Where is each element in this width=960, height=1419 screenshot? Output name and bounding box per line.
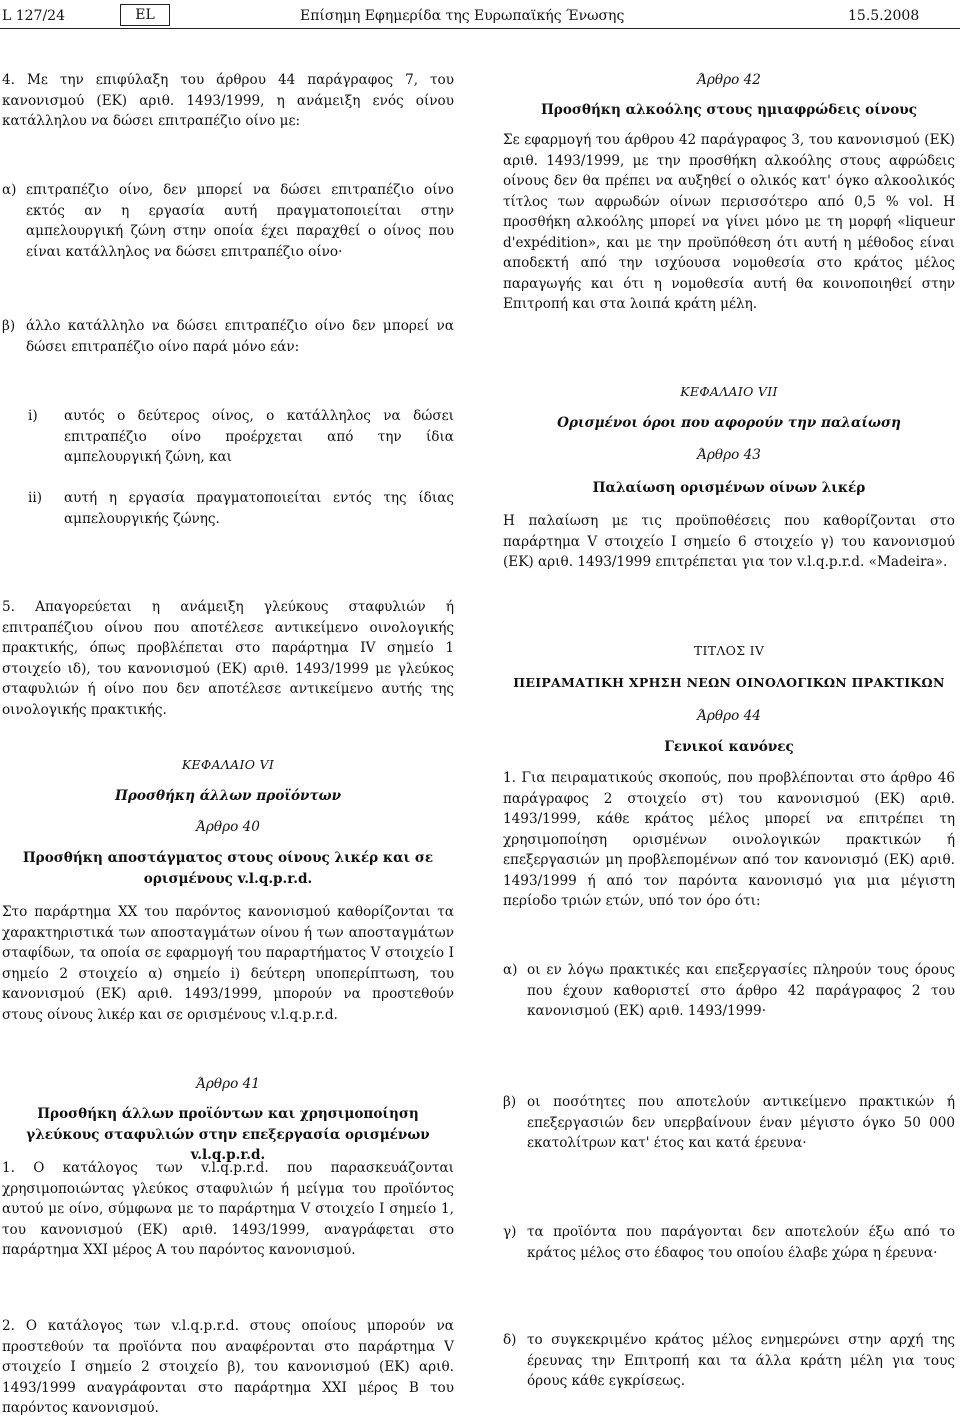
condition-b-text: οι ποσότητες που αποτελούν αντικείμενο πρακτικών ή επεξεργασιών δεν υπερβαίνουν έναν μέγιστο όγκο 50 000 εκατολίτρων κατ' έτος και κατά έρευνα· bbox=[527, 1094, 955, 1151]
point-a-text: επιτραπέζιο οίνο, δεν μπορεί να δώσει επιτραπέζιο οίνο εκτός αν η εργασία αυτή πραγματοποιείται στην αμπελουργική ζώνη στην οποία έχει παραχθεί ο οίνος που είναι κατάλληλος να δώσει επιτραπέζιο οίνο· bbox=[26, 182, 454, 260]
point-b bbox=[2, 316, 454, 357]
header-rule bbox=[0, 28, 960, 29]
subpoint-ii-text: αυτή η εργασία πραγματοποιείται εντός της ίδιας αμπελουργικής ζώνης. bbox=[64, 490, 454, 527]
chapter-7-title: Ορισμένοι όροι που αφορούν την παλαίωση bbox=[557, 415, 901, 431]
condition-g bbox=[503, 1222, 955, 1263]
title-4-label: ΤΙΤΛΟΣ IV bbox=[693, 643, 765, 658]
paragraph-5: 5. Απαγορεύεται η ανάμειξη γλεύκους σταφυλιών ή επιτραπέζιου οίνου που αποτέλεσε αντικείμενο οινολογικής πρακτικής, όπως προβλέπεται στο παράρτημα IV σημείο 1 στοιχείο ιδ), του κανονισμού (ΕΚ) αριθ. 1493/1999 με γλεύκος σταφυλιών ή οίνο που δεν αποτέλεσε αντικείμενο αυτής της οινολογικής πρακτικής. bbox=[2, 599, 454, 718]
condition-b-label: β) bbox=[503, 1094, 517, 1110]
condition-d-label: δ) bbox=[503, 1332, 517, 1348]
point-a bbox=[2, 180, 454, 262]
chapter-6-title: Προσθήκη άλλων προϊόντων bbox=[114, 788, 342, 804]
subpoint-i bbox=[28, 406, 454, 468]
article-41-title: Προσθήκη άλλων προϊόντων και χρησιμοποίηση γλεύκους σταφυλιών στην επεξεργασία ορισμένων v.l.q.p.r.d. bbox=[26, 1106, 430, 1163]
point-b-label: β) bbox=[2, 318, 16, 334]
article-41-para-1: 1. Ο κατάλογος των v.l.q.p.r.d. που παρασκευάζονται χρησιμοποιώντας γλεύκος σταφυλιών ή μείγμα του προϊόντος αυτού με οίνο, σύμφωνα με το παράρτημα V στοιχείο I σημείο 1, του κανονισμού (ΕΚ) αριθ. 1493/1999, αναγράφεται στο παράρτημα XXI μέρος Α του παρόντος κανονισμού. bbox=[2, 1160, 454, 1258]
article-43-title: Παλαίωση ορισμένων οίνων λικέρ bbox=[592, 480, 866, 496]
condition-g-text: τα προϊόντα που παράγονται δεν αποτελούν έξω από το κράτος μέλος στο έδαφος του οποίου έλαβε χώρα η έρευνα· bbox=[527, 1224, 955, 1261]
subpoint-i-label: i) bbox=[28, 408, 38, 424]
language-badge: EL bbox=[120, 4, 170, 26]
article-40-title: Προσθήκη αποστάγματος στους οίνους λικέρ και σε ορισμένους v.l.q.p.r.d. bbox=[22, 850, 434, 887]
journal-title: Επίσημη Εφημερίδα της Ευρωπαϊκής Ένωσης bbox=[300, 8, 625, 24]
article-44-label: Άρθρο 44 bbox=[697, 708, 761, 724]
condition-b bbox=[503, 1092, 955, 1154]
chapter-6-label: ΚΕΦΑΛΑΙΟ VI bbox=[181, 757, 275, 772]
point-b-text: άλλο κατάλληλο να δώσει επιτραπέζιο οίνο δεν μπορεί να δώσει επιτραπέζιο οίνο παρά μόνο εάν: bbox=[26, 318, 454, 355]
article-41-label: Άρθρο 41 bbox=[196, 1076, 260, 1092]
condition-d bbox=[503, 1330, 955, 1392]
subpoint-ii-label: ii) bbox=[28, 490, 42, 506]
condition-a-text: οι εν λόγω πρακτικές και επεξεργασίες πληρούν τους όρους που έχουν καθοριστεί στο άρθρο 42 παράγραφος 2 του κανονισμού (ΕΚ) αριθ. 1493/1999· bbox=[527, 962, 955, 1019]
page-header bbox=[0, 4, 960, 26]
article-40-text: Στο παράρτημα XX του παρόντος κανονισμού καθορίζονται τα χαρακτηριστικά των αποσταγμάτων οίνου ή των αποσταγμάτων σταφίδων, τα οποία σε εφαρμογή του παραρτήματος V στοιχείο I σημείο 2 στοιχείο α) σημείο i) δεύτερη υποπερίπτωση, του κανονισμού (ΕΚ) αριθ. 1493/1999, μπορούν να προστεθούν στους οίνους λικέρ και σε ορισμένους v.l.q.p.r.d. bbox=[2, 904, 454, 1023]
article-44-title: Γενικοί κανόνες bbox=[664, 739, 794, 755]
condition-a bbox=[503, 960, 955, 1022]
condition-g-label: γ) bbox=[503, 1224, 517, 1240]
condition-d-text: το συγκεκριμένο κράτος μέλος ενημερώνει στην αρχή της έρευνας την Επιτροπή και τα άλλα κράτη μέλη για τους όρους κάθε εγκρίσεως. bbox=[527, 1332, 955, 1389]
article-44-para-1: 1. Για πειραματικούς σκοπούς, που προβλέπονται στο άρθρο 46 παράγραφος 2 στοιχείο στ) του κανονισμού (ΕΚ) αριθ. 1493/1999, κάθε κράτος μέλος μπορεί να επιτρέπει τη χρησιμοποίηση ορισμένων οινολογικών πρακτικών ή επεξεργασιών μη προβλεπομένων από τον κανονισμό (ΕΚ) αριθ. 1493/1999 ή από τον παρόντα κανονισμό για μια μέγιστη περίοδο τριών ετών, υπό τον όρο ότι: bbox=[503, 770, 955, 909]
subpoint-ii bbox=[28, 488, 454, 529]
article-42-title: Προσθήκη αλκοόλης στους ημιαφρώδεις οίνους bbox=[540, 102, 918, 118]
publication-date: 15.5.2008 bbox=[848, 8, 920, 24]
point-a-label: α) bbox=[2, 182, 17, 198]
article-42-label: Άρθρο 42 bbox=[697, 72, 761, 88]
paragraph-4-intro: 4. Με την επιφύλαξη του άρθρου 44 παράγραφος 7, του κανονισμού (ΕΚ) αριθ. 1493/1999, η ανάμειξη ενός οίνου κατάλληλου να δώσει επιτραπέζιο οίνο με: bbox=[2, 72, 454, 129]
article-43-label: Άρθρο 43 bbox=[697, 447, 761, 463]
subpoint-i-text: αυτός ο δεύτερος οίνος, ο κατάλληλος να δώσει επιτραπέζιο οίνο προέρχεται από την ίδια αμπελουργική ζώνη, και bbox=[64, 408, 454, 465]
article-41-para-2: 2. Ο κατάλογος των v.l.q.p.r.d. στους οποίους μπορούν να προστεθούν τα προϊόντα που αναφέρονται στο παράρτημα V στοιχείο I σημείο 2 στοιχείο β), του κανονισμού (ΕΚ) αριθ. 1493/1999 αναγράφονται στο παράρτημα XXI μέρος Β του παρόντος κανονισμού. bbox=[2, 1318, 454, 1416]
article-40-label: Άρθρο 40 bbox=[196, 819, 260, 835]
title-4-name: ΠΕΙΡΑΜΑΤΙΚΗ ΧΡΗΣΗ ΝΕΩΝ ΟΙΝΟΛΟΓΙΚΩΝ ΠΡΑΚΤΙΚΩΝ bbox=[513, 675, 945, 690]
page-reference: L 127/24 bbox=[2, 8, 65, 24]
condition-a-label: α) bbox=[503, 962, 518, 978]
chapter-7-label: ΚΕΦΑΛΑΙΟ VII bbox=[680, 384, 778, 399]
article-43-text: Η παλαίωση με τις προϋποθέσεις που καθορίζονται στο παράρτημα V στοιχείο I σημείο 6 στοιχείο γ) του κανονισμού (ΕΚ) αριθ. 1493/1999 επιτρέπεται για τον v.l.q.p.r.d. «Madeira». bbox=[503, 513, 955, 570]
article-42-text: Σε εφαρμογή του άρθρου 42 παράγραφος 3, του κανονισμού (ΕΚ) αριθ. 1493/1999, με την προσθήκη αλκοόλης στους αφρώδεις οίνους δεν θα πρέπει να αυξηθεί ο ολικός κατ' όγκο αλκοολικός τίτλος των αφρωδών οίνων περισσότερο από 0,5 % vol. Η προσθήκη αλκοόλης μπορεί να γίνει μόνο με τη μορφή «liqueur d'expédition», και με την προϋπόθεση ότι αυτή η μέθοδος είναι αποδεκτή από την ισχύουσα νομοθεσία στο κράτος μέλος παραγωγής και ότι η νομοθεσία αυτή θα κοινοποιηθεί στην Επιτροπή και στα λοιπά κράτη μέλη. bbox=[503, 132, 955, 312]
